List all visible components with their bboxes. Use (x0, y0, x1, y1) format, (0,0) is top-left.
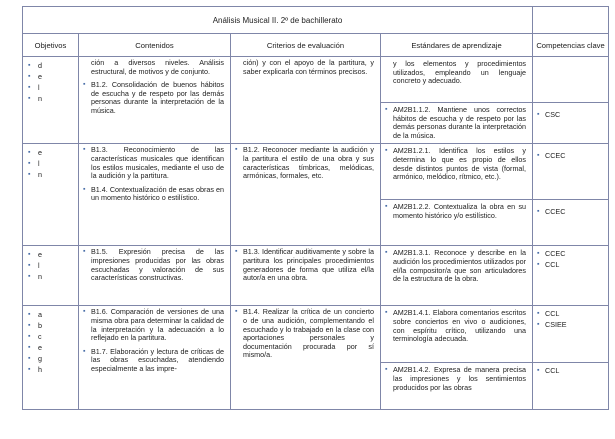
objetivo-letter: d (38, 61, 42, 70)
bullet-icon: ▪ (28, 333, 31, 341)
criterios-text (231, 246, 380, 284)
objetivo-item (28, 331, 78, 342)
table-row (23, 57, 609, 103)
bullet-icon: ▪ (28, 62, 31, 69)
objetivo-letter: a (38, 310, 42, 320)
estandar-item-text: AM2B1.4.1. Elabora comentarios escritos sobre conciertos en vivo o audiciones, con espíritu crítico, utilizando una terminología adecuada. (393, 308, 527, 344)
bullet-icon: ▪ (537, 250, 540, 258)
estandar-item (385, 309, 526, 343)
competencia-item (537, 151, 604, 161)
estandar-item (385, 366, 526, 392)
estandar-text (381, 363, 532, 395)
bullet-icon: ▪ (537, 321, 540, 329)
bullet-icon: ▪ (28, 311, 31, 319)
competencia-item-text: CCL (545, 366, 560, 376)
competencia-item (537, 249, 604, 259)
objetivo-item (28, 93, 78, 104)
title-blank-cell (533, 7, 609, 34)
objetivo-letter: h (38, 365, 42, 375)
competencia-item (537, 366, 604, 376)
bullet-icon: ▪ (385, 147, 388, 155)
competencias-list (533, 144, 608, 163)
estandar-cell (381, 200, 533, 246)
criterio-item (235, 146, 374, 180)
header-contenidos: Contenidos (79, 34, 231, 57)
bullet-icon: ▪ (28, 84, 31, 91)
competencias-list (533, 306, 608, 332)
table-body (23, 57, 609, 410)
objetivo-item (28, 60, 78, 71)
criterios-cell (231, 246, 381, 306)
objetivo-letter: g (38, 354, 42, 364)
contenido-item (83, 308, 224, 342)
bullet-icon: ▪ (28, 73, 31, 80)
objetivos-cell (23, 144, 79, 246)
contenidos-cell (79, 246, 231, 306)
competencia-item-text: CCEC (545, 151, 566, 161)
criterios-cell (231, 306, 381, 410)
contenidos-text (79, 246, 230, 284)
contenidos-text (79, 144, 230, 205)
estandar-item-text: AM2B1.4.2. Expresa de manera precisa las impresiones y los sentimientos producidos por las obras (393, 365, 527, 392)
estandar-item-text: AM2B1.2.2. Contextualiza la obra en su momento histórico y/o estilístico. (393, 202, 527, 220)
estandar-cell (381, 57, 533, 103)
estandar-cell (381, 246, 533, 306)
contenido-item-text: B1.2. Consolidación de buenos hábitos de escucha y de respeto por las demás personas durante la interpretación de la música. (91, 80, 224, 115)
contenido-item-text: B1.4. Contextualización de esas obras en un momento histórico o estilístico. (91, 184, 224, 203)
estandar-cell (381, 363, 533, 410)
competencias-cell (533, 363, 609, 410)
contenido-item (83, 186, 224, 203)
competencias-cell (533, 57, 609, 103)
contenido-continuation: ción a diversos niveles. Análisis estructural, de motivos y de conjunto. (91, 58, 224, 76)
objetivo-letter: c (38, 332, 42, 342)
estandar-item (385, 106, 526, 140)
table-row (23, 306, 609, 363)
objetivo-letter: e (38, 250, 42, 260)
estandar-item (385, 203, 526, 220)
criterio-item-text: B1.4. Realizar la crítica de un concierto o de una audición, complementando el escuchado y lo trabajado en la clase con aportaciones personales y documentación procurada por sí mismo/a. (243, 307, 374, 360)
competencia-item-text: CCL (545, 260, 560, 270)
curriculum-table (22, 6, 609, 410)
contenido-item-text: B1.7. Elaboración y lectura de críticas de las obras escuchadas, atendiendo especialmente a las impre- (91, 346, 224, 373)
table-row (23, 144, 609, 200)
competencias-list (533, 363, 608, 378)
bullet-icon: ▪ (83, 185, 86, 193)
document-title: Análisis Musical II. 2º de bachillerato (23, 7, 533, 34)
bullet-icon: ▪ (385, 366, 388, 374)
objetivos-list (23, 246, 78, 282)
bullet-icon: ▪ (28, 149, 31, 157)
bullet-icon: ▪ (28, 366, 31, 374)
title-row (23, 7, 609, 34)
competencia-item-text: CCEC (545, 249, 566, 259)
bullet-icon: ▪ (537, 367, 540, 375)
objetivo-item (28, 82, 78, 93)
objetivos-list (23, 306, 78, 375)
bullet-icon: ▪ (385, 309, 388, 317)
estandar-item-text: AM2B1.2.1. Identifica los estilos y determina lo que es propio de ellos desde distintos puntos de vista (formal, armónico, melódico, rítmico, etc.). (393, 146, 527, 182)
bullet-icon: ▪ (28, 322, 31, 330)
competencia-item (537, 309, 604, 319)
bullet-icon: ▪ (235, 308, 238, 316)
estandar-text (381, 57, 532, 89)
objetivo-letter: n (38, 170, 42, 180)
header-competencias: Competencias clave (533, 34, 609, 57)
competencia-item (537, 207, 604, 217)
bullet-icon: ▪ (83, 308, 86, 316)
bullet-icon: ▪ (28, 273, 31, 281)
competencia-item-text: CCEC (545, 207, 566, 217)
competencias-list (533, 57, 608, 61)
objetivo-letter: e (38, 148, 42, 158)
contenidos-cell (79, 144, 231, 246)
bullet-icon: ▪ (537, 310, 540, 318)
contenidos-text (79, 306, 230, 375)
table-row (23, 246, 609, 306)
objetivo-item (28, 309, 78, 320)
bullet-icon: ▪ (83, 248, 86, 256)
objetivo-item (28, 158, 78, 169)
competencia-item-text: CSC (545, 110, 561, 119)
contenido-item-text: B1.3. Reconocimiento de las características musicales que identifican los estilos musicales, mediante el uso de la audición y la partitura. (91, 145, 224, 181)
objetivos-cell (23, 306, 79, 410)
criterios-cell (231, 57, 381, 144)
criterio-item (235, 248, 374, 282)
competencias-list (533, 200, 608, 219)
criterios-text (231, 306, 380, 362)
objetivos-cell (23, 57, 79, 144)
estandar-item (385, 249, 526, 283)
bullet-icon: ▪ (28, 171, 31, 179)
bullet-icon: ▪ (235, 248, 238, 256)
estandar-text (381, 246, 532, 286)
estandar-text (381, 306, 532, 346)
objetivo-item (28, 260, 78, 271)
bullet-icon: ▪ (28, 262, 31, 270)
header-estandares: Estándares de aprendizaje (381, 34, 533, 57)
objetivo-item (28, 364, 78, 375)
competencia-item-text: CSIEE (545, 320, 567, 330)
bullet-icon: ▪ (537, 261, 540, 269)
contenidos-text (79, 57, 230, 118)
estandar-item (385, 147, 526, 181)
competencia-item-text: CCL (545, 309, 560, 319)
competencias-list (533, 103, 608, 122)
bullet-icon: ▪ (385, 106, 388, 113)
bullet-icon: ▪ (83, 146, 86, 154)
contenidos-cell (79, 306, 231, 410)
bullet-icon: ▪ (235, 146, 238, 154)
bullet-icon: ▪ (537, 208, 540, 216)
contenido-item (83, 248, 224, 282)
criterios-text (231, 144, 380, 182)
objetivo-letter: e (38, 72, 42, 81)
criterio-item (235, 308, 374, 360)
competencias-cell (533, 246, 609, 306)
bullet-icon: ▪ (385, 249, 388, 257)
bullet-icon: ▪ (28, 251, 31, 259)
objetivo-item (28, 147, 78, 158)
objetivo-item (28, 249, 78, 260)
objetivo-item (28, 320, 78, 331)
competencias-cell (533, 200, 609, 246)
bullet-icon: ▪ (28, 344, 31, 352)
competencias-cell (533, 306, 609, 363)
estandar-item-text: AM2B1.3.1. Reconoce y describe en la audición los procedimientos utilizados por el/la compositor/a que son articuladores de la estructura de la obra. (393, 248, 527, 284)
bullet-icon: ▪ (83, 81, 86, 89)
estandar-cell (381, 103, 533, 144)
objetivos-list (23, 144, 78, 180)
objetivo-letter: e (38, 343, 42, 353)
estandar-text (381, 103, 532, 143)
contenido-item-text: B1.6. Comparación de versiones de una misma obra para determinar la calidad de la interpretación y la adecuación a lo reflejado en la partitura. (91, 307, 224, 343)
objetivo-letter: n (38, 94, 42, 103)
estandar-continuation: y los elementos y procedimientos utilizados, empleando un lenguaje concreto y adecuado. (393, 59, 527, 86)
competencias-list (533, 246, 608, 272)
bullet-icon: ▪ (83, 347, 86, 355)
competencias-cell (533, 103, 609, 144)
competencia-item (537, 110, 604, 120)
header-row (23, 34, 609, 57)
estandar-cell (381, 144, 533, 200)
contenido-item-text: B1.5. Expresión precisa de las impresiones producidas por las obras escuchadas y valoración de sus características constructivas. (91, 247, 224, 283)
bullet-icon: ▪ (28, 95, 31, 102)
criterio-item-text: B1.3. Identificar auditivamente y sobre la partitura los principales procedimientos generadores de forma que utiliza el/la autor/a en una obra. (243, 247, 374, 283)
competencia-item (537, 260, 604, 270)
bullet-icon: ▪ (537, 111, 540, 118)
curriculum-table-page (22, 6, 608, 414)
objetivo-letter: n (38, 272, 42, 282)
objetivos-list (23, 57, 78, 104)
objetivos-cell (23, 246, 79, 306)
objetivo-item (28, 71, 78, 82)
bullet-icon: ▪ (537, 152, 540, 160)
criterio-item-text: B1.2. Reconocer mediante la audición y la partitura el estilo de una obra y sus características tímbricas, melódicas, armónicas, formales, etc. (243, 145, 374, 181)
bullet-icon: ▪ (28, 355, 31, 363)
contenido-item (83, 146, 224, 180)
objetivo-item (28, 342, 78, 353)
estandar-item-text: AM2B1.1.2. Mantiene unos correctos hábitos de escucha y de respeto por las demás personas durante la interpretación de la música. (393, 105, 527, 140)
objetivo-item (28, 169, 78, 180)
competencia-item (537, 320, 604, 330)
header-objetivos: Objetivos (23, 34, 79, 57)
estandar-text (381, 200, 532, 223)
bullet-icon: ▪ (28, 160, 31, 168)
estandar-cell (381, 306, 533, 363)
contenido-item (83, 348, 224, 374)
competencias-cell (533, 144, 609, 200)
contenidos-cell (79, 57, 231, 144)
bullet-icon: ▪ (385, 203, 388, 211)
objetivo-letter: l (38, 261, 40, 271)
objetivo-letter: b (38, 321, 42, 331)
objetivo-item (28, 271, 78, 282)
criterio-continuation: ción) y con el apoyo de la partitura, y saber explicarla con términos precisos. (243, 58, 374, 76)
objetivo-item (28, 353, 78, 364)
objetivo-letter: l (38, 83, 40, 92)
objetivo-letter: l (38, 159, 40, 169)
contenido-item (83, 81, 224, 115)
estandar-text (381, 144, 532, 184)
header-criterios: Criterios de evaluación (231, 34, 381, 57)
criterios-cell (231, 144, 381, 246)
criterios-text (231, 57, 380, 78)
